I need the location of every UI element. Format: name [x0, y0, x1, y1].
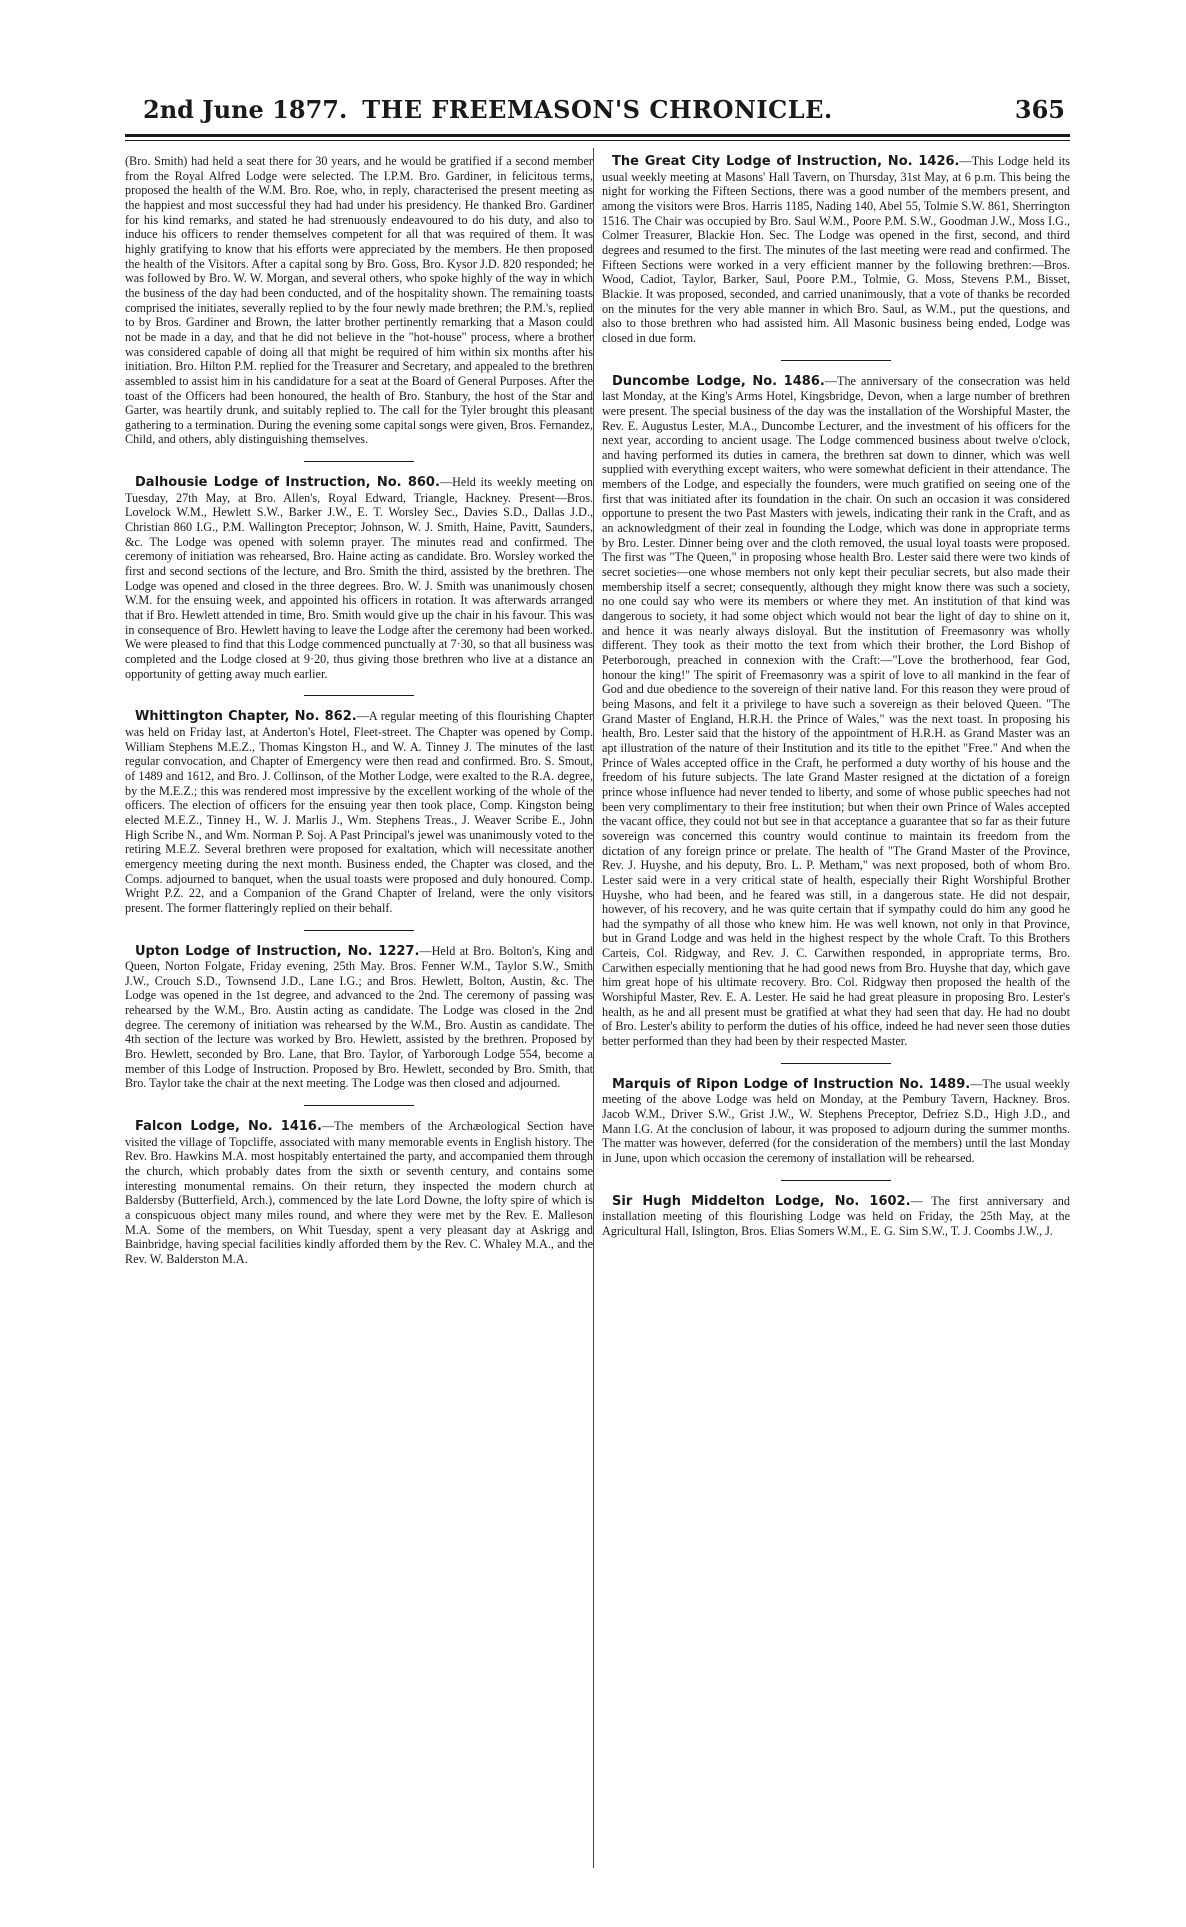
masthead — [125, 95, 1070, 131]
article-dalhousie-lodge — [125, 475, 593, 681]
article-heading: Upton Lodge of Instruction, No. 1227. — [135, 943, 420, 959]
article-heading: The Great City Lodge of Instruction, No. 1426. — [612, 154, 960, 169]
article-body: —The usual weekly meeting of the above Lodge was held on Monday, at the Pembury Tavern, Hackney. Bros. Jacob W.M., Driver S.W., Grist J.W., W. Stephens Preceptor, Defriez S.D., High J.D., and Mann I.G. At the conclusion of labour, it was proposed to adjourn during the summer months. The matter was however, deferred (for the consideration of the members) until the last Monday in June, upon which occasion the ceremony of installation will be rehearsed. — [602, 1076, 1070, 1165]
article-great-city-lodge — [602, 154, 1070, 346]
article-separator — [781, 1180, 891, 1181]
right-column — [602, 154, 1070, 1869]
article-separator — [304, 930, 414, 931]
article-heading: Sir Hugh Middelton Lodge, No. 1602. — [612, 1193, 911, 1209]
article-marquis-of-ripon-lodge — [602, 1077, 1070, 1166]
article-heading: Whittington Chapter, No. 862. — [135, 709, 357, 725]
article-separator — [781, 1063, 891, 1064]
article-body: —Held its weekly meeting on Tuesday, 27th May, at Bro. Allen's, Royal Edward, Triangle, Hackney. Present—Bros. Lovelock W.M., Hewlett S.W., Barker J.W., E. T. Worsley Sec., Davies S.D., Dallas J.D., Christian 860 I.G., P.M. Wallington Preceptor; Johnson, W. J. Smith, Haine, Pavitt, Saunders, &c. The Lodge was opened with solemn prayer. The minutes read and confirmed. The ceremony of initiation was rehearsed, Bro. Haine acting as candidate. Bro. Worsley worked the first and second sections of the lecture, and Bro. Smith the third, assisted by the brethren. The Lodge was opened and closed in the three degrees. Bro. W. J. Smith was unanimously chosen W.M. for the ensuing week, and appointed his officers in rotation. It was afterwards arranged that if Bro. Hewlett attended in time, Bro. Smith would give up the chair in his favour. This was in consequence of Bro. Hewlett having to leave the Lodge after the ceremony had been worked. We were pleased to find that this Lodge commenced punctually at 7·30, so that all business was completed and the Lodge closed at 9·20, thus giving those brethren who live at a distance an opportunity of getting away much earlier. — [125, 475, 593, 681]
article-body: (Bro. Smith) had held a seat there for 30 years, and he would be gratified if a second member from the Royal Alfred Lodge were selected. The I.P.M. Bro. Gardiner, in felicitous terms, proposed the health of the W.M. Bro. Roe, who, in reply, characterised the present meeting as the happiest and most successful they had had under his presidency. He thanked Bro. Gardiner for his kind remarks, and stated he had strenuously endeavoured to do his duty, and also to induce his officers to render themselves competent for all that was required of them. It was highly gratifying to know that his efforts were appreciated by the members. He then proposed the health of the Visitors. After a capital song by Bro. Goss, Bro. Kysor J.D. 820 responded; he was followed by Bro. W. W. Morgan, and several others, who spoke highly of the way in which the business of the day had been conducted, and of the hospitality shown. The remaining toasts comprised the initiates, severally replied to by the four newly made brethren; the P.M.'s, replied to by Bros. Gardiner and Brown, the latter brother pertinently remarking that a Mason could not be made in a day, and that he did not believe in the "hot-house" process, where a brother was considered capable of doing all that might be required of him within six months after his initiation. Bro. Hilton P.M. replied for the Treasurer and Secretary, and appealed to the brethren assembled to assist him in his candidature for a seat at the Board of General Purposes. After the toast of the Officers had been honoured, the health of Bro. Stanbury, the host of the Star and Garter, was heartily drunk, and suitably replied to. The call for the Tyler brought this pleasant gathering to a termination. During the evening some capital songs were given, Bros. Fernandez, Child, and others, ably distinguishing themselves. — [125, 154, 593, 447]
article-upton-lodge — [125, 944, 593, 1092]
masthead-rule-thick — [125, 134, 1070, 137]
column-divider — [593, 148, 594, 1868]
left-column — [125, 154, 593, 1869]
article-sir-hugh-middelton-lodge — [602, 1194, 1070, 1239]
issue-date: 2nd June 1877. — [143, 95, 348, 124]
article-body: —This Lodge held its usual weekly meeting at Masons' Hall Tavern, on Thursday, 31st May, at 6 p.m. This being the night for working the Fifteen Sections, there was a good number of the members present, and among the visitors were Bros. Harris 1185, Nading 140, Abel 55, Tolmie S.W. 861, Sherrington 1516. The Chair was occupied by Bro. Saul W.M., Poore P.M. S.W., Goodman J.W., Moss I.G., Colmer Treasurer, Blackie Hon. Sec. The Lodge was opened in the first, second, and third degrees and resumed to the first. The minutes of the last meeting were read and confirmed. The Fifteen Sections were worked in a very efficient manner by the following brethren:—Bros. Wood, Cadiot, Taylor, Barker, Saul, Poore P.M., Tolmie, G. Moss, Stevens P.M., Bisset, Blackie. It was proposed, seconded, and carried unanimously, that a vote of thanks be recorded on the minutes for the very able manner in which Bro. Saul, as W.M., put the questions, and also to those brethren who had assisted him. All Masonic business being ended, Lodge was closed in due form. — [602, 154, 1070, 345]
article-separator — [304, 695, 414, 696]
article-body: — The first anniversary and installation meeting of this flourishing Lodge was held on Friday, the 25th May, at the Agricultural Hall, Islington, Bros. Elias Somers W.M., E. G. Sim S.W., T. J. Coombs J.W., J. — [602, 1193, 1070, 1238]
article-body: —The anniversary of the consecration was held last Monday, at the King's Arms Hotel, Kingsbridge, Devon, when a large number of brethren were present. The special business of the day was the installation of the Worshipful Master, the Rev. E. Augustus Lester, M.A., Duncombe Lecturer, and the investment of his officers for the next year, according to ancient usage. The Lodge commenced business about twelve o'clock, and having performed its duties in camera, the brethren sat down to dinner, which was well supplied with everything except waiters, who were somewhat deficient in their attendance. The members of the Lodge, and especially the founders, were much gratified on seeing one of the first that was initiated after its foundation in the chair. On such an occasion it was considered opportune to present the two Past Masters with jewels, indicating their rank in the Craft, and as an acknowledgment of their zeal in founding the Lodge, which was done in appropriate terms by Bro. Lester. Dinner being over and the cloth removed, the usual loyal toasts were proposed. The first was "The Queen," in proposing whose health Bro. Lester said there were two kinds of secret societies—one whose members not only kept their peculiar secrets, but also made their membership itself a secret; consequently, although they might know there was such a society, no one could say who were its members or where they met. An institution of that kind was dangerous to society, it had some object which would not bear the light of day to shine on it, and hence it was nearly always disloyal. But the institution of Freemasonry was wholly different. They took as their motto the text from which their brother, the Lord Bishop of Peterborough, preached in connexion with the Craft:—"Love the brotherhood, fear God, honour the king!" The spirit of Freemasonry was a spirit of love to all mankind in the fear of God and due obedience to the sovereign of their native land. For this reason they were proud of being Masons, and felt it a privilege to have such a sovereign as their beloved Queen. "The Grand Master of England, H.R.H. the Prince of Wales," was the next toast. In proposing his health, Bro. Lester said that the history of the appointment of H.R.H. as Grand Master was an apt illustration of the nature of their Institution and its title to the epithet "Free." And when the Prince of Wales accepted office in the Craft, he performed a duty worthy of his house and the freedom of his future subjects. The late Grand Master resigned at the dictation of a foreign prince whose influence had never tended to liberty, and some of whose public speeches had not been very complimentary to their free institution; but when their own Prince of Wales accepted the vacant office, they could not but see in that acceptance a guarantee that so far as their future sovereign was concerned this country would continue to maintain its freedom from the dictation of any foreign prince or prelate. The health of "The Grand Master of the Province, Rev. J. Huyshe, and his deputy, Bro. L. P. Metham," was next proposed, both of whom Bro. Lester said were in a very critical state of health, especially their Right Worshipful Brother Huyshe, who had been, and he feared was still, in a dangerous state. He did not despair, however, of his recovery, and he was quite certain that if sympathy could do him any good he had the sympathy of all those who knew him. He was well known, not only in that Province, but in Grand Lodge and was held in the highest respect by the whole Craft. To this Brothers Carteis, Col. Ridgway, and Rev. J. C. Carwithen responded, in appropriate terms, Bro. Carwithen especially mentioning that he had good news from Bro. Huyshe that day, which gave him great hope of his ultimate recovery. Bro. Col. Ridgway then proposed the health of the Worshipful Master, Rev. E. A. Lester. He said he had great pleasure in proposing Bro. Lester's health, as he and all present must be gratified at what they had seen that day. He had no doubt of Bro. Lester's ability to perform the duties of his office, indeed he had never seen those duties better performed than they had been by their respected Master. — [602, 373, 1070, 1049]
article-falcon-lodge — [125, 1119, 593, 1267]
article-duncombe-lodge — [602, 374, 1070, 1049]
article-heading: Dalhousie Lodge of Instruction, No. 860. — [135, 475, 440, 491]
article-separator — [304, 1105, 414, 1106]
article-continued — [125, 154, 593, 447]
article-heading: Falcon Lodge, No. 1416. — [135, 1119, 322, 1135]
article-separator — [304, 461, 414, 462]
article-whittington-chapter — [125, 709, 593, 915]
article-heading: Duncombe Lodge, No. 1486. — [612, 373, 825, 389]
article-heading: Marquis of Ripon Lodge of Instruction No. 1489. — [612, 1076, 971, 1092]
page-number: 365 — [1014, 95, 1065, 124]
article-body: —Held at Bro. Bolton's, King and Queen, Norton Folgate, Friday evening, 25th May. Bros. Fenner W.M., Taylor S.W., Smith J.W., Crouch S.D., Townsend J.D., Lane I.G.; and Bros. Hewlett, Bolton, Austin, &c. The Lodge was opened in the 1st degree, and advanced to the 2nd. The ceremony of passing was rehearsed by the W.M., Bro. Austin acting as candidate. The Lodge was closed in the 2nd degree. The ceremony of initiation was rehearsed by the W.M., Bro. Austin as candidate. The 4th section of the lecture was worked by Bro. Hewlett, assisted by the brethren. Proposed by Bro. Hewlett, seconded by Bro. Lane, that Bro. Taylor, of Yarborough Lodge 554, become a member of this Lodge of Instruction. Proposed by Bro. Hewlett, seconded by Bro. Smith, that Bro. Taylor take the chair at the next meeting. The Lodge was then closed and adjourned. — [125, 943, 593, 1091]
article-body: —A regular meeting of this flourishing Chapter was held on Friday last, at Anderton's Hotel, Fleet-street. The Chapter was opened by Comp. William Stephens M.E.Z., Thomas Kingston H., and W. A. Tinney J. The minutes of the last regular convocation, and Chapter of Emergency were then read and confirmed. Bro. S. Smout, of 1489 and 1612, and Bro. J. Collinson, of the Mother Lodge, were exalted to the R.A. degree, by the M.E.Z.; this was rendered most impressive by the excellent working of the whole of the officers. The election of officers for the ensuing year then took place, Comp. Kingston being elected M.E.Z., Tinney H., W. J. Marlis J., Wm. Stephens Treas., J. Weaver Scribe E., John High Scribe N., and Wm. Norman P. Soj. A Past Principal's jewel was unanimously voted to the retiring M.E.Z. Several brethren were proposed for exaltation, which will necessitate another emergency meeting during the next month. Business ended, the Chapter was closed, and the Comps. adjourned to banquet, when the usual toasts were proposed and duly honoured. Comp. Wright P.Z. 22, and a Companion of the Grand Chapter of Ireland, were the only visitors present. The former flatteringly replied on their behalf. — [125, 709, 593, 915]
article-body: —The members of the Archæological Section have visited the village of Topcliffe, associated with many memorable events in English history. The Rev. Bro. Hawkins M.A. most hospitably entertained the party, and accompanied them through the church, which probably dates from the sixth or seventh century, and contains some interesting monumental remains. On their return, they inspected the modern church at Baldersby (Butterfield, Arch.), commenced by the late Lord Downe, the lofty spire of which is a conspicuous object many miles round, and where they were met by the Rev. E. Malleson M.A. Some of the members, on Whit Tuesday, spent a very pleasant day at Askrigg and Bainbridge, having special facilities kindly afforded them by the Rev. C. Whaley M.A., and the Rev. W. Balderston M.A. — [125, 1119, 593, 1266]
article-separator — [781, 360, 891, 361]
publication-title: THE FREEMASON'S CHRONICLE. — [362, 95, 833, 124]
masthead-rule-thin — [125, 140, 1070, 141]
